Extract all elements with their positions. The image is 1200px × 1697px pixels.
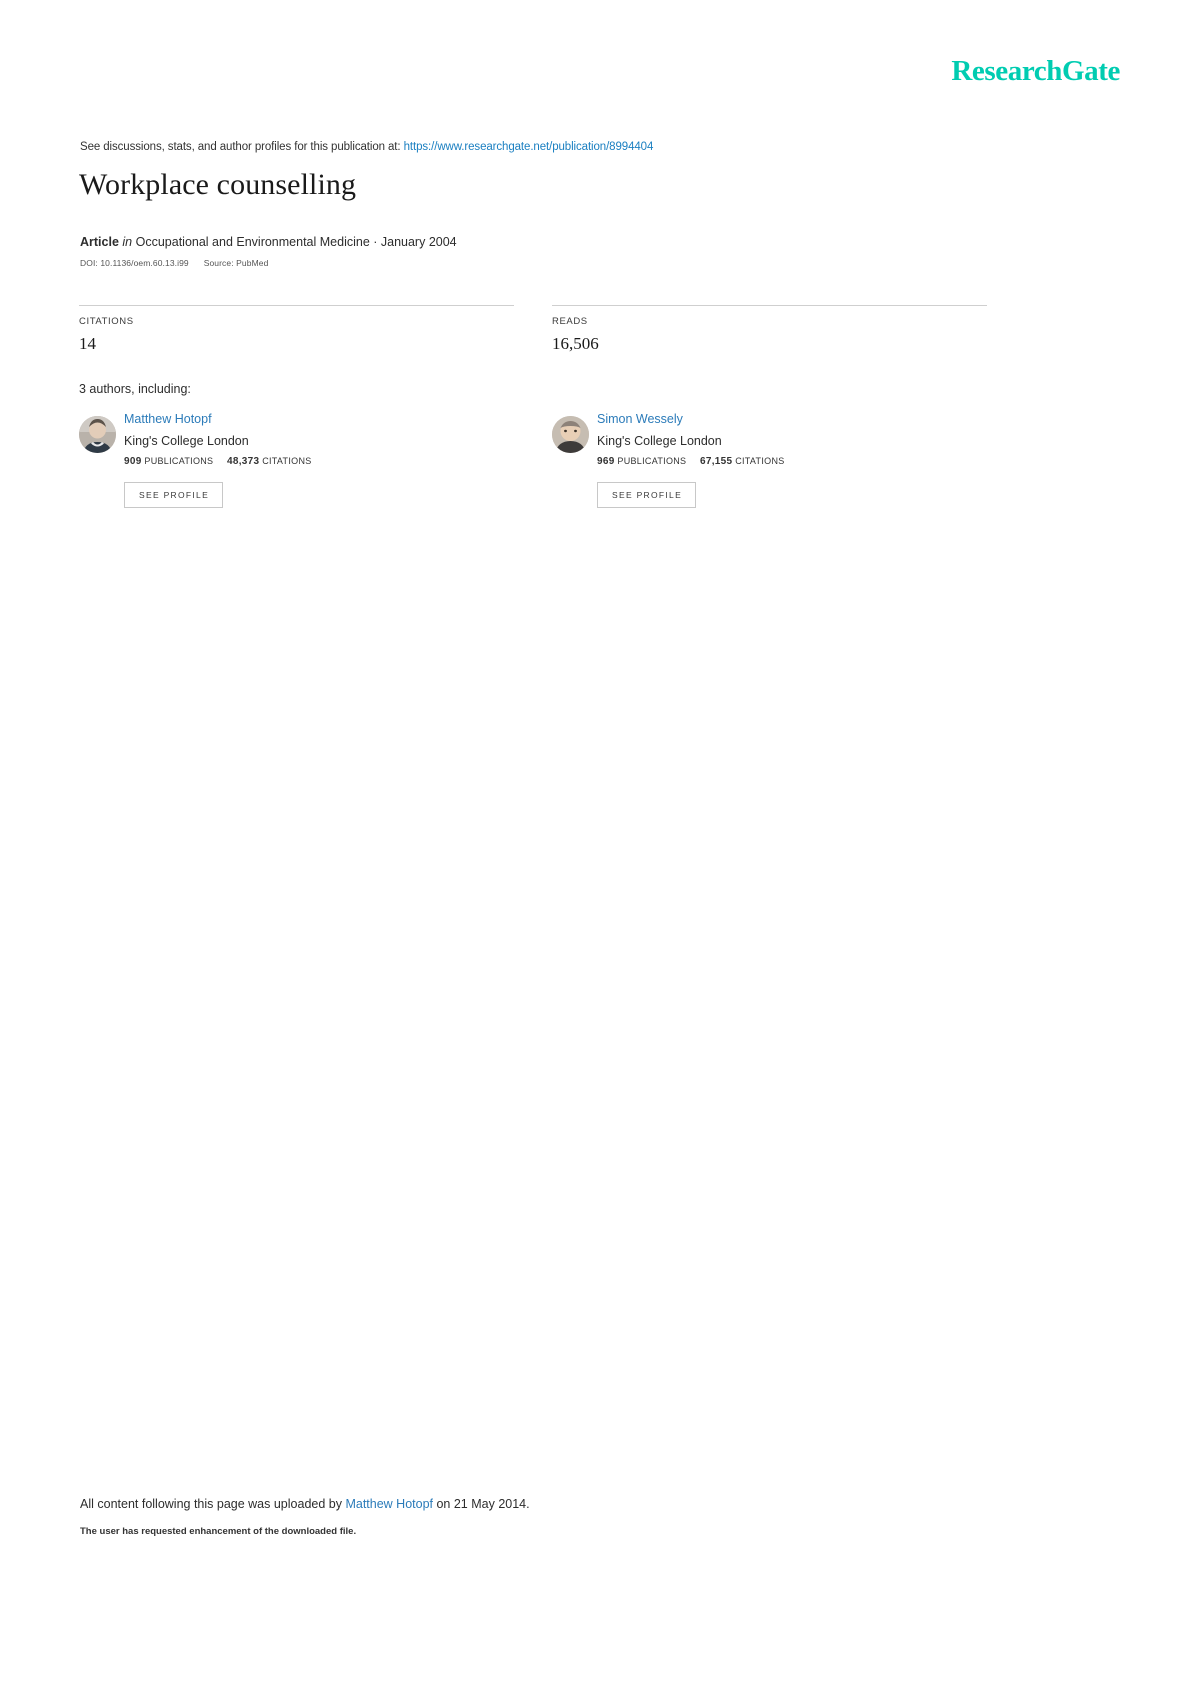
publication-url-link[interactable]: https://www.researchgate.net/publication/8994404 bbox=[403, 141, 654, 153]
publications-count: 969 bbox=[597, 456, 615, 467]
citations-count: 67,155 bbox=[699, 456, 733, 467]
publication-link-line bbox=[80, 141, 653, 153]
citations-label: CITATIONS bbox=[735, 456, 785, 466]
author-info bbox=[597, 410, 785, 467]
article-journal-date: Occupational and Environmental Medicine · January 2004 bbox=[135, 235, 457, 249]
researchgate-logo: ResearchGate bbox=[951, 55, 1120, 87]
publications-label: PUBLICATIONS bbox=[144, 456, 214, 466]
reads-stat-block bbox=[552, 305, 987, 354]
article-type-label: Article bbox=[80, 235, 119, 249]
reads-value: 16,506 bbox=[552, 334, 599, 353]
source-text: Source: PubMed bbox=[203, 258, 269, 268]
see-profile-button[interactable]: SEE PROFILE bbox=[597, 482, 696, 508]
citations-count: 48,373 bbox=[226, 456, 260, 467]
reads-label: READS bbox=[552, 316, 588, 327]
avatar bbox=[79, 416, 116, 453]
author-card bbox=[79, 410, 499, 510]
divider bbox=[79, 305, 514, 306]
author-card bbox=[552, 410, 972, 510]
citations-label: CITATIONS bbox=[262, 456, 312, 466]
citations-label: CITATIONS bbox=[79, 316, 134, 327]
discussion-prefix-text: See discussions, stats, and author profiles for this publication at: bbox=[80, 141, 401, 153]
upload-prefix-text: All content following this page was uploaded by bbox=[80, 1497, 346, 1511]
article-in-word: in bbox=[122, 235, 133, 249]
author-info bbox=[124, 410, 312, 467]
doi-source-line bbox=[80, 258, 268, 268]
page-title: Workplace counselling bbox=[79, 168, 357, 201]
upload-suffix-text: on 21 May 2014. bbox=[433, 1497, 530, 1511]
uploader-name-link[interactable]: Matthew Hotopf bbox=[345, 1497, 433, 1511]
avatar bbox=[552, 416, 589, 453]
author-name-link[interactable]: Matthew Hotopf bbox=[124, 412, 212, 426]
authors-heading: 3 authors, including: bbox=[79, 382, 191, 396]
enhancement-note: The user has requested enhancement of the downloaded file. bbox=[80, 1526, 357, 1537]
author-stats bbox=[597, 456, 785, 467]
see-profile-button[interactable]: SEE PROFILE bbox=[124, 482, 223, 508]
doi-text: DOI: 10.1136/oem.60.13.i99 bbox=[80, 258, 189, 268]
citations-stat-block bbox=[79, 305, 514, 354]
author-stats bbox=[124, 456, 312, 467]
upload-credit-line bbox=[80, 1497, 530, 1511]
citations-value: 14 bbox=[79, 334, 96, 353]
publications-count: 909 bbox=[124, 456, 142, 467]
author-affiliation: King's College London bbox=[124, 434, 249, 448]
article-meta bbox=[80, 235, 457, 249]
divider bbox=[552, 305, 987, 306]
author-affiliation: King's College London bbox=[597, 434, 722, 448]
publications-label: PUBLICATIONS bbox=[617, 456, 687, 466]
author-name-link[interactable]: Simon Wessely bbox=[597, 412, 683, 426]
